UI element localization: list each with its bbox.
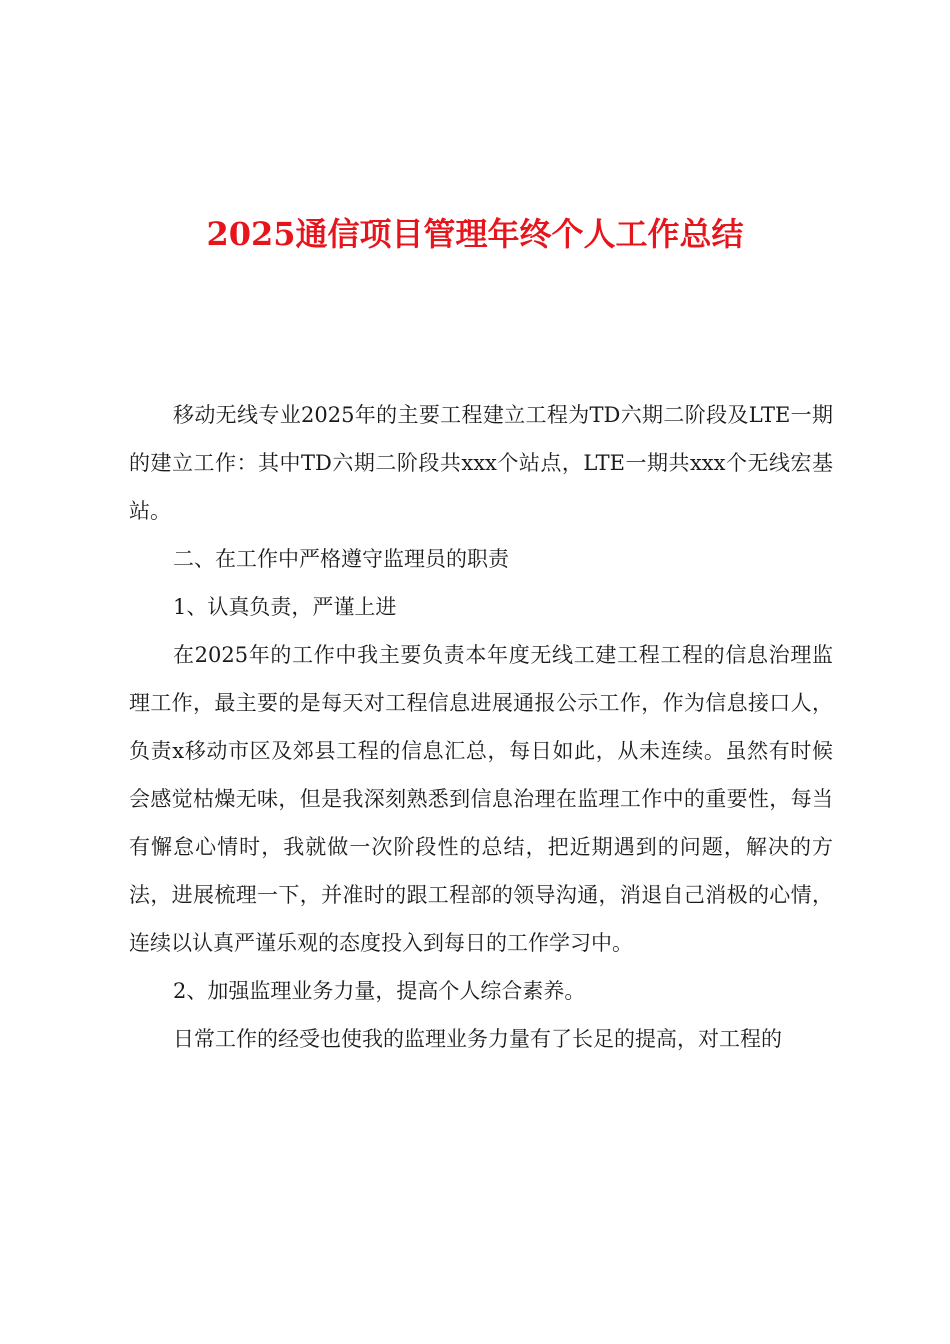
document-body — [129, 391, 833, 1063]
paragraph-intro: 移动无线专业2025年的主要工程建立工程为TD六期二阶段及LTE一期的建立工作：其中TD六期二阶段共xxx个站点，LTE一期共xxx个无线宏基站。 — [129, 403, 833, 523]
paragraph-info-management: 在2025年的工作中我主要负责本年度无线工建工程工程的信息治理监理工作，最主要的是每天对工程信息进展通报公示工作，作为信息接口人，负责x移动市区及郊县工程的信息汇总，每日如此，从未连续。虽然有时候会感觉枯燥无味，但是我深刻熟悉到信息治理在监理工作中的重要性，每当有懈怠心情时，我就做一次阶段性的总结，把近期遇到的问题，解决的方法，进展梳理一下，并准时的跟工程部的领导沟通，消退自己消极的心情，连续以认真严谨乐观的态度投入到每日的工作学习中。 — [129, 643, 833, 955]
subsection-heading-1: 1、认真负责，严谨上进 — [173, 595, 397, 619]
section-heading: 二、在工作中严格遵守监理员的职责 — [173, 547, 509, 571]
subsection-heading-2: 2、加强监理业务力量，提高个人综合素养。 — [173, 979, 586, 1003]
document-title: 2025通信项目管理年终个人工作总结 — [206, 215, 744, 253]
paragraph-business-ability: 日常工作的经受也使我的监理业务力量有了长足的提高，对工程的 — [173, 1027, 782, 1051]
